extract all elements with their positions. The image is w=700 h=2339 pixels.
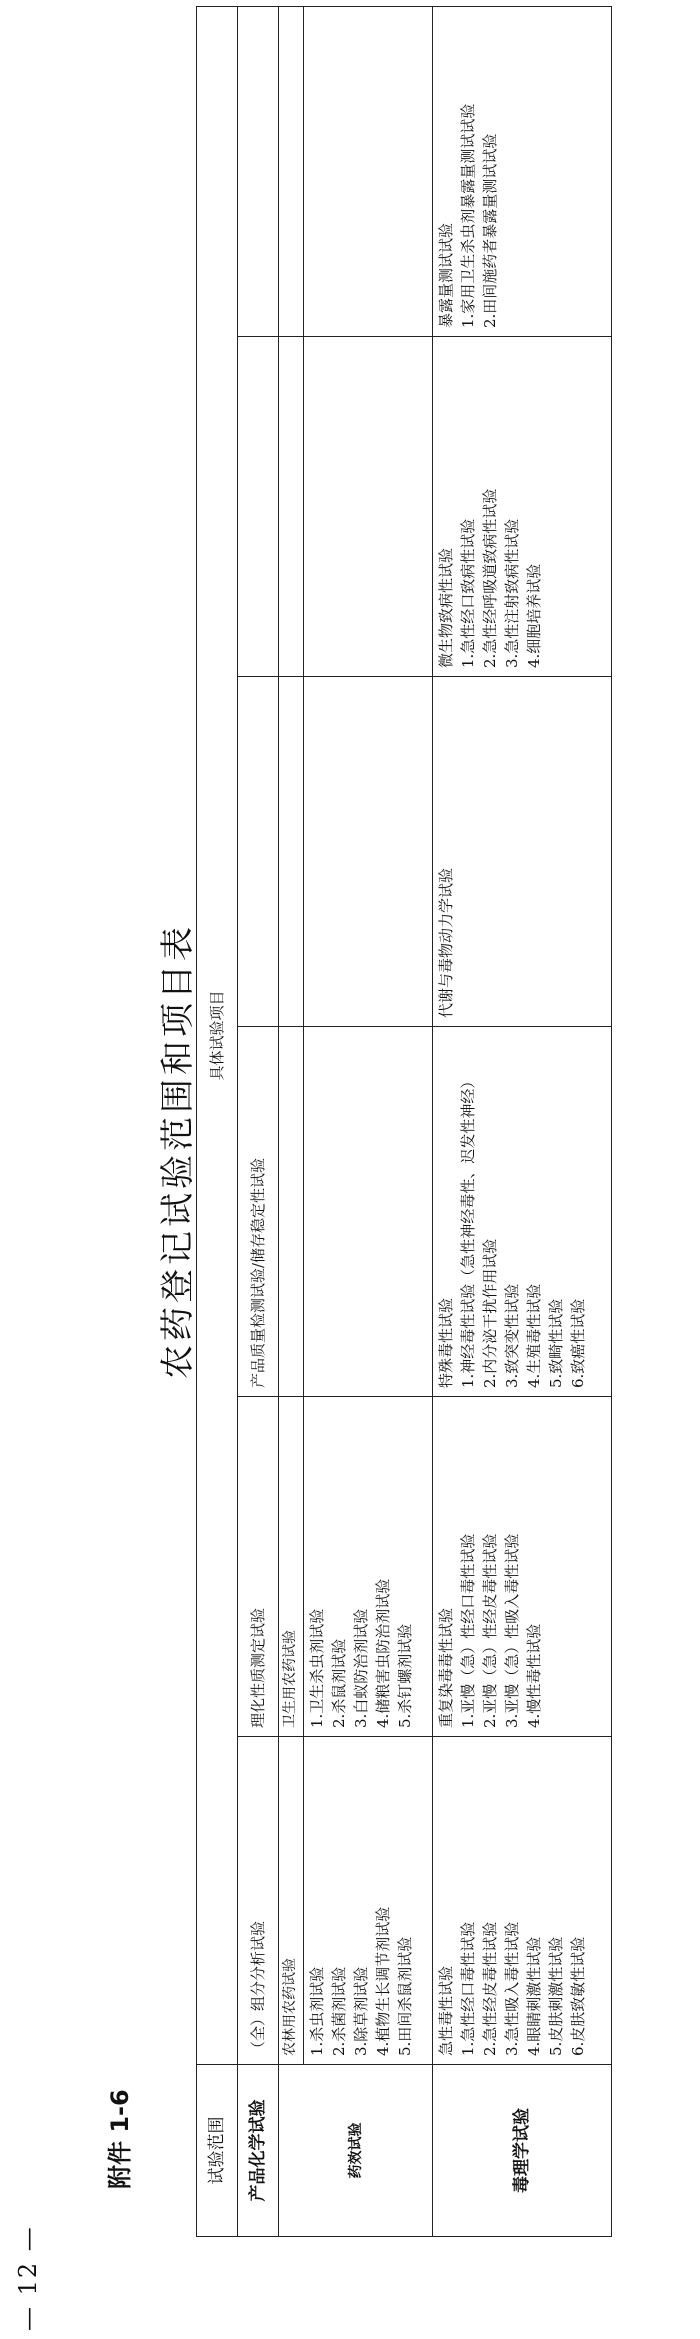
- chemistry-cell: [238, 337, 279, 677]
- list-item: 2.急性经皮毒性试验: [481, 1921, 500, 2056]
- list-item: 1.亚慢（急）性经口毒性试验: [459, 1533, 478, 1728]
- header-row: [197, 6, 238, 2236]
- list-item: 4.细胞培养试验: [525, 563, 544, 668]
- page-number: — 12 —: [14, 2225, 42, 2331]
- special-title: 特殊毒性试验: [437, 1297, 456, 1388]
- list-item: 2.急性经呼吸道致病性试验: [481, 488, 500, 668]
- chemistry-cell: 理化性质测定试验: [238, 1397, 279, 1737]
- acute-title: 急性毒性试验: [437, 1965, 456, 2056]
- health-items: [304, 1397, 433, 1737]
- list-item: 3.亚慢（急）性吸入毒性试验: [503, 1533, 522, 1728]
- repeat-cell: [433, 1397, 612, 1737]
- document-title: 农药登记试验范围和项目表: [158, 923, 198, 1379]
- metabolism-title: 代谢与毒物动力学试验: [437, 867, 456, 1018]
- efficacy-label: 药效试验: [279, 2065, 433, 2237]
- list-item: 2.杀鼠剂试验: [330, 1638, 348, 1728]
- acute-cell: [433, 1737, 612, 2065]
- chemistry-row: [238, 6, 279, 2236]
- list-item: 5.致畸性试验: [547, 1298, 566, 1388]
- toxicology-row: [433, 6, 612, 2236]
- header-scope: 试验范围: [197, 2065, 238, 2237]
- list-item: 1.急性经口致病性试验: [459, 518, 478, 668]
- list-item: 3.除草剂试验: [352, 1966, 370, 2056]
- toxicology-label: 毒理学试验: [433, 2065, 612, 2237]
- list-item: 5.田间杀鼠剂试验: [396, 1936, 414, 2056]
- microbe-cell: [433, 337, 612, 677]
- health-title: 卫生用农药试验: [279, 1397, 304, 1737]
- exposure-cell: [433, 6, 612, 336]
- list-item: 6.致癌性试验: [569, 1298, 588, 1388]
- chemistry-cell: 产品质量检测试验/储存稳定性试验: [238, 1027, 279, 1397]
- repeat-title: 重复染毒毒性试验: [437, 1607, 456, 1728]
- microbe-title: 微生物致病性试验: [437, 547, 456, 668]
- list-item: 4.眼睛刺激性试验: [525, 1936, 544, 2056]
- exposure-title: 暴露量测试试验: [437, 222, 456, 328]
- chemistry-label: 产品化学试验: [238, 2065, 279, 2237]
- list-item: 5.杀钉螺剂试验: [396, 1623, 414, 1728]
- special-cell: [433, 1027, 612, 1397]
- test-scope-table: [196, 6, 612, 2237]
- header-items: 具体试验项目: [197, 6, 238, 2064]
- list-item: 1.卫生杀虫剂试验: [308, 1608, 326, 1728]
- list-item: 4.生殖毒性试验: [525, 1283, 544, 1388]
- list-item: 3.白蚁防治剂试验: [352, 1608, 370, 1728]
- list-item: 2.田间施药者暴露量测试试验: [481, 133, 500, 328]
- list-item: 2.杀菌剂试验: [330, 1966, 348, 2056]
- list-item: 3.急性注射致病性试验: [503, 518, 522, 668]
- list-item: 1.杀虫剂试验: [308, 1966, 326, 2056]
- list-item: 2.内分泌干扰作用试验: [481, 1238, 500, 1388]
- agri-items: [304, 1737, 433, 2065]
- list-item: 1.神经毒性试验（急性神经毒性、迟发性神经）: [459, 1073, 478, 1388]
- chemistry-cell: （全）组分分析试验: [238, 1737, 279, 2065]
- list-item: 6.皮肤致敏性试验: [569, 1936, 588, 2056]
- agri-title: 农林用农药试验: [279, 1737, 304, 2065]
- list-item: 4.植物生长调节剂试验: [374, 1906, 392, 2056]
- list-item: 1.家用卫生杀虫剂暴露量测试试验: [459, 103, 478, 328]
- list-item: 3.急性吸入毒性试验: [503, 1921, 522, 2056]
- chemistry-cell: [238, 6, 279, 336]
- chemistry-cell: [238, 677, 279, 1027]
- metabolism-cell: [433, 677, 612, 1027]
- list-item: 4.储粮害虫防治剂试验: [374, 1578, 392, 1728]
- list-item: 3.致突变性试验: [503, 1283, 522, 1388]
- efficacy-items-row: [304, 6, 433, 2236]
- efficacy-category-row: [279, 6, 304, 2236]
- attachment-label: 附件 1-6: [106, 2089, 134, 2189]
- list-item: 5.皮肤刺激性试验: [547, 1936, 566, 2056]
- list-item: 4.慢性毒性试验: [525, 1623, 544, 1728]
- list-item: 1.急性经口毒性试验: [459, 1921, 478, 2056]
- list-item: 2.亚慢（急）性经皮毒性试验: [481, 1533, 500, 1728]
